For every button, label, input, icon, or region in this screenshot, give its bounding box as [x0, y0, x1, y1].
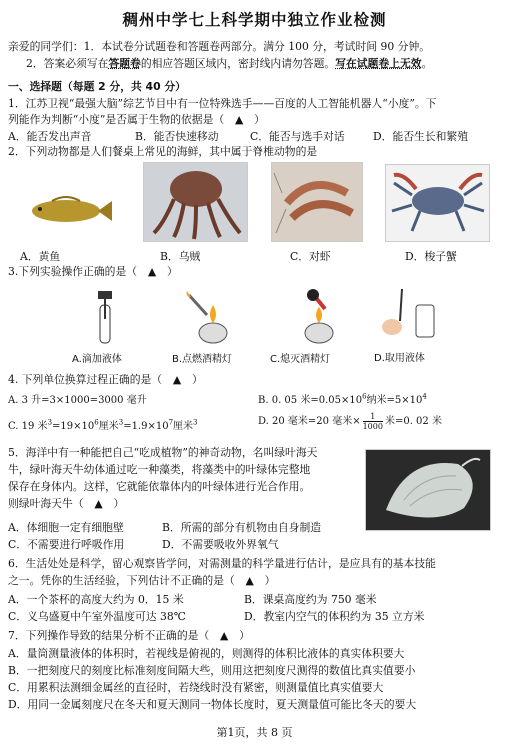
q3-caption-a: A.滴加液体 — [72, 354, 122, 365]
q4-stem: 4. 下列单位换算过程正确的是（ ▲ ） — [8, 373, 203, 386]
q6-line-2: 之一。凭你的生活经验，下列估计不正确的是（ ▲ ） — [8, 574, 276, 587]
sea-slug-image — [365, 449, 491, 531]
dropper-diagram — [78, 285, 133, 345]
q6-option-a: A．一个茶杯的高度大约为 0．15 米 — [8, 593, 184, 606]
fraction: $\frac{1}{1000}$ — [362, 412, 383, 431]
page-title: 稠州中学七上科学期中独立作业检测 — [122, 11, 387, 29]
q2-option-c: C．对虾 — [290, 250, 331, 263]
q1-option-b: B．能否快速移动 — [135, 130, 219, 143]
q6-line-1: 6．生活处处是科学，留心观察皆学问，对需测量的科学量进行估计，是应具有的基本技能 — [8, 557, 436, 570]
lighting-lamp-diagram — [183, 285, 238, 345]
extinguish-lamp-diagram — [293, 285, 348, 345]
notice-line-1: 亲爱的同学们：1．本试卷分试题卷和答题卷两部分。满分 100 分，考试时间 90 分钟。 — [8, 40, 431, 53]
q4-option-c: C. 19 米$^3=19\times 10^6$厘米$^3=1.9\times 10^7$厘米$^3$ — [8, 418, 198, 432]
q5-option-d: D．不需要吸收外界氧气 — [162, 538, 279, 551]
q3-stem: 3.下列实验操作正确的是（ ▲ ） — [8, 265, 178, 278]
q7-option-d: D．用同一金属刻度尺在冬天和夏天测同一物体长度时，夏天测量值可能比冬天的要大 — [8, 698, 417, 711]
q5-line-4: 则绿叶海天牛（ ▲ ） — [8, 497, 125, 510]
swimming-crab-image — [385, 164, 490, 242]
q2-option-b: B．乌贼 — [160, 250, 201, 263]
q5-option-b: B．所需的部分有机物由自身制造 — [162, 521, 322, 534]
prawn-image — [271, 162, 363, 242]
section-heading: 一、选择题（每题 2 分，共 40 分） — [8, 80, 186, 93]
take-liquid-diagram — [378, 285, 438, 345]
q1-option-c: C．能否与选手对话 — [250, 130, 345, 143]
q5-option-c: C．不需要进行呼吸作用 — [8, 538, 125, 551]
q7-option-c: C．用累积法测细金属丝的直径时，若绕线时没有紧密，则测量值比真实值要大 — [8, 681, 384, 694]
q1-option-d: D．能否生长和繁殖 — [373, 130, 469, 143]
q5-line-3: 保存在身体内。这样，它就能依靠体内的叶绿体进行光合作用。 — [8, 480, 311, 493]
q4-option-a: A. 3 升=3×1000=3000 毫升 — [8, 395, 147, 406]
q1-line-1: 1．江苏卫视“最强大脑”综艺节目中有一位特殊选手——百度的人工智能机器人“小度”。下 — [8, 97, 437, 110]
q6-option-d: D．教室内空气的体积约为 35 立方米 — [244, 610, 425, 623]
q1-option-a: A．能否发出声音 — [8, 130, 92, 143]
q5-option-a: A．体细胞一定有细胞壁 — [8, 521, 124, 534]
q7-stem: 7．下列操作导致的结果分析不正确的是（ ▲ ） — [8, 629, 250, 642]
q7-option-b: B．一把刻度尺的刻度比标准刻度间隔大些，则用这把刻度尺测得的数值比真实值要小 — [8, 664, 416, 677]
q5-line-1: 5．海洋中有一种能把自己“吃成植物”的神奇动物，名叫绿叶海天 — [8, 446, 318, 459]
q1-line-2: 列能作为判断“小度”是否属于生物的依据是（ ▲ ） — [8, 113, 265, 126]
q6-option-b: B．课桌高度约为 750 毫米 — [244, 593, 377, 606]
q3-caption-d: D.取用液体 — [374, 353, 425, 364]
yellow-croaker-image — [22, 167, 114, 239]
q2-option-d: D．梭子蟹 — [405, 250, 457, 263]
q4-option-d: D. 20 毫米=20 毫米× $\frac{1}{1000}$ 米=0. 02 米 — [258, 412, 442, 431]
q4-option-b: B. 0. 05 米$=0.05\times 10^6$纳米$=5\times 10^4$ — [258, 392, 427, 406]
q5-line-2: 牛，绿叶海天牛幼体通过吃一种藻类，将藻类中的叶绿体完整地 — [8, 463, 311, 476]
q3-caption-b: B.点燃酒精灯 — [172, 354, 233, 365]
q2-stem: 2．下列动物都是人们餐桌上常见的海鲜，其中属于脊椎动物的是 — [8, 145, 318, 158]
q3-caption-c: C.熄灭酒精灯 — [270, 354, 331, 365]
q2-option-a: A．黄鱼 — [20, 250, 61, 263]
page-footer: 第1页，共 8 页 — [216, 726, 293, 739]
squid-image — [143, 162, 248, 242]
notice-line-2: 2．答案必须写在答题卷的相应答题区域内，密封线内请勿答题。写在试题卷上无效。 — [26, 57, 433, 70]
q6-option-c: C．义乌盛夏中午室外温度可达 38℃ — [8, 610, 186, 623]
q7-option-a: A．量筒测量液体的体积时，若视线是俯视的，则测得的体积比液体的真实体积要大 — [8, 647, 405, 660]
